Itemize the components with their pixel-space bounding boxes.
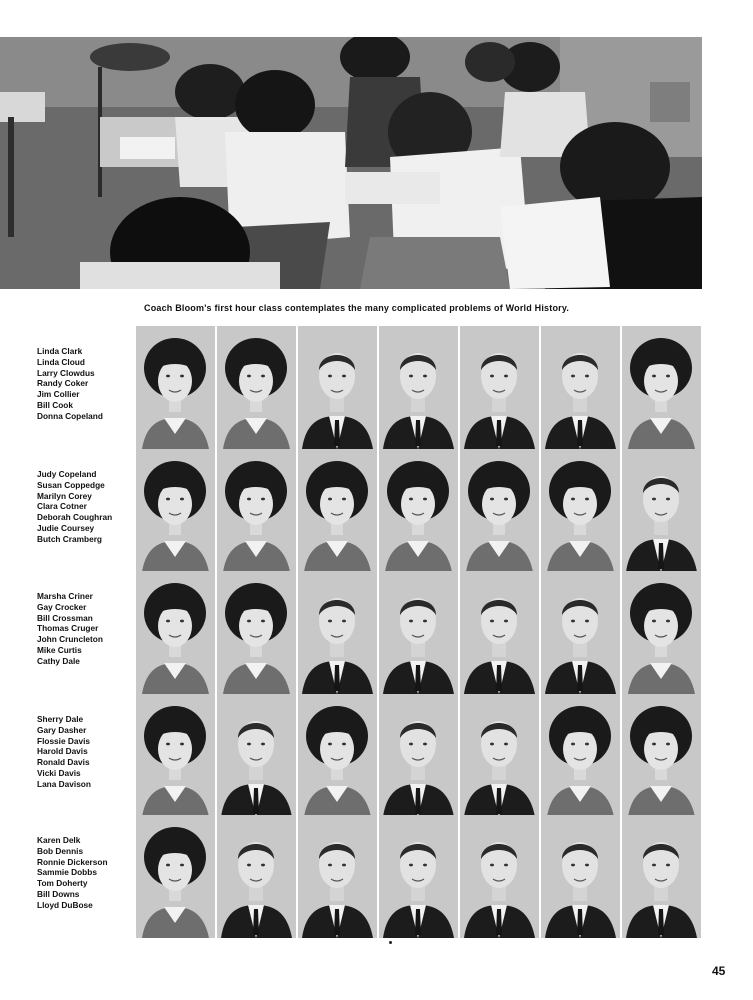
student-name: Bill Cook: [37, 399, 73, 410]
student-portrait: [136, 571, 215, 694]
student-portrait: [217, 571, 296, 694]
student-portrait: [217, 815, 296, 938]
student-portrait: [136, 449, 215, 572]
name-list: [37, 591, 133, 667]
student-name: Randy Coker: [37, 378, 89, 389]
student-name: Bob Dennis: [37, 845, 84, 856]
student-portrait: [136, 815, 215, 938]
student-name: Bill Crossman: [37, 612, 93, 623]
name-list: [37, 835, 133, 911]
name-list: [37, 346, 133, 422]
student-portrait: [541, 815, 620, 938]
student-portrait: [298, 571, 377, 694]
student-portrait: [217, 694, 296, 817]
student-portrait: [622, 694, 701, 817]
student-name: Bill Downs: [37, 888, 80, 899]
student-name: Linda Clark: [37, 346, 83, 356]
student-name: Marsha Criner: [37, 591, 93, 601]
portrait-strip: [136, 815, 702, 938]
name-list: [37, 469, 133, 545]
student-portrait: [460, 571, 539, 694]
student-name: Gary Dasher: [37, 724, 87, 735]
student-portrait: [541, 449, 620, 572]
student-portrait: [460, 449, 539, 572]
student-portrait: [379, 571, 458, 694]
student-name: Jim Collier: [37, 389, 80, 400]
student-name: Mike Curtis: [37, 644, 82, 655]
photo-caption: Coach Bloom's first hour class contemplates the many complicated problems of World History.: [144, 303, 570, 313]
student-portrait: [622, 815, 701, 938]
student-portrait: [460, 694, 539, 817]
student-name: Butch Cramberg: [37, 533, 103, 544]
student-name: Harold Davis: [37, 746, 88, 757]
student-portrait: [460, 815, 539, 938]
student-portrait: [379, 694, 458, 817]
portrait-strip: [136, 694, 702, 817]
student-name: Karen Delk: [37, 835, 81, 845]
student-portrait: [622, 449, 701, 572]
student-name: Susan Coppedge: [37, 479, 105, 490]
student-name: Judie Coursey: [37, 522, 95, 533]
student-portrait: [136, 694, 215, 817]
student-portrait: [298, 449, 377, 572]
student-name: Flossie Davis: [37, 735, 91, 746]
portrait-strip: [136, 571, 702, 694]
student-portrait: [379, 326, 458, 449]
print-dot: [389, 941, 392, 944]
student-portrait: [217, 449, 296, 572]
student-name: Linda Cloud: [37, 356, 85, 367]
name-list: [37, 714, 133, 790]
student-name: Larry Clowdus: [37, 367, 95, 378]
student-name: Thomas Cruger: [37, 623, 99, 634]
student-name: Deborah Coughran: [37, 512, 113, 523]
student-portrait: [379, 815, 458, 938]
student-name: Donna Copeland: [37, 410, 103, 421]
student-name: John Cruncleton: [37, 634, 103, 645]
student-portrait: [298, 326, 377, 449]
student-portrait: [541, 694, 620, 817]
student-name: Cathy Dale: [37, 655, 80, 666]
student-name: Tom Doherty: [37, 878, 88, 889]
student-name: Ronald Davis: [37, 757, 90, 768]
student-portrait: [298, 694, 377, 817]
student-name: Judy Copeland: [37, 469, 97, 479]
student-portrait: [217, 326, 296, 449]
portrait-strip: [136, 449, 702, 572]
student-portrait: [379, 449, 458, 572]
student-name: Marilyn Corey: [37, 490, 92, 501]
student-portrait: [622, 571, 701, 694]
student-name: Ronnie Dickerson: [37, 856, 108, 867]
student-name: Gay Crocker: [37, 601, 87, 612]
student-portrait: [460, 326, 539, 449]
student-portrait: [541, 326, 620, 449]
student-portrait: [298, 815, 377, 938]
student-portrait: [136, 326, 215, 449]
student-name: Clara Cotner: [37, 501, 87, 512]
student-name: Lana Davison: [37, 778, 91, 789]
classroom-photo: [0, 37, 702, 289]
student-portrait: [541, 571, 620, 694]
student-portrait: [622, 326, 701, 449]
student-name: Lloyd DuBose: [37, 899, 93, 910]
student-name: Sammie Dobbs: [37, 867, 97, 878]
page-number: 45: [712, 964, 726, 978]
student-name: Vicki Davis: [37, 767, 81, 778]
student-name: Sherry Dale: [37, 714, 84, 724]
portrait-strip: [136, 326, 702, 449]
